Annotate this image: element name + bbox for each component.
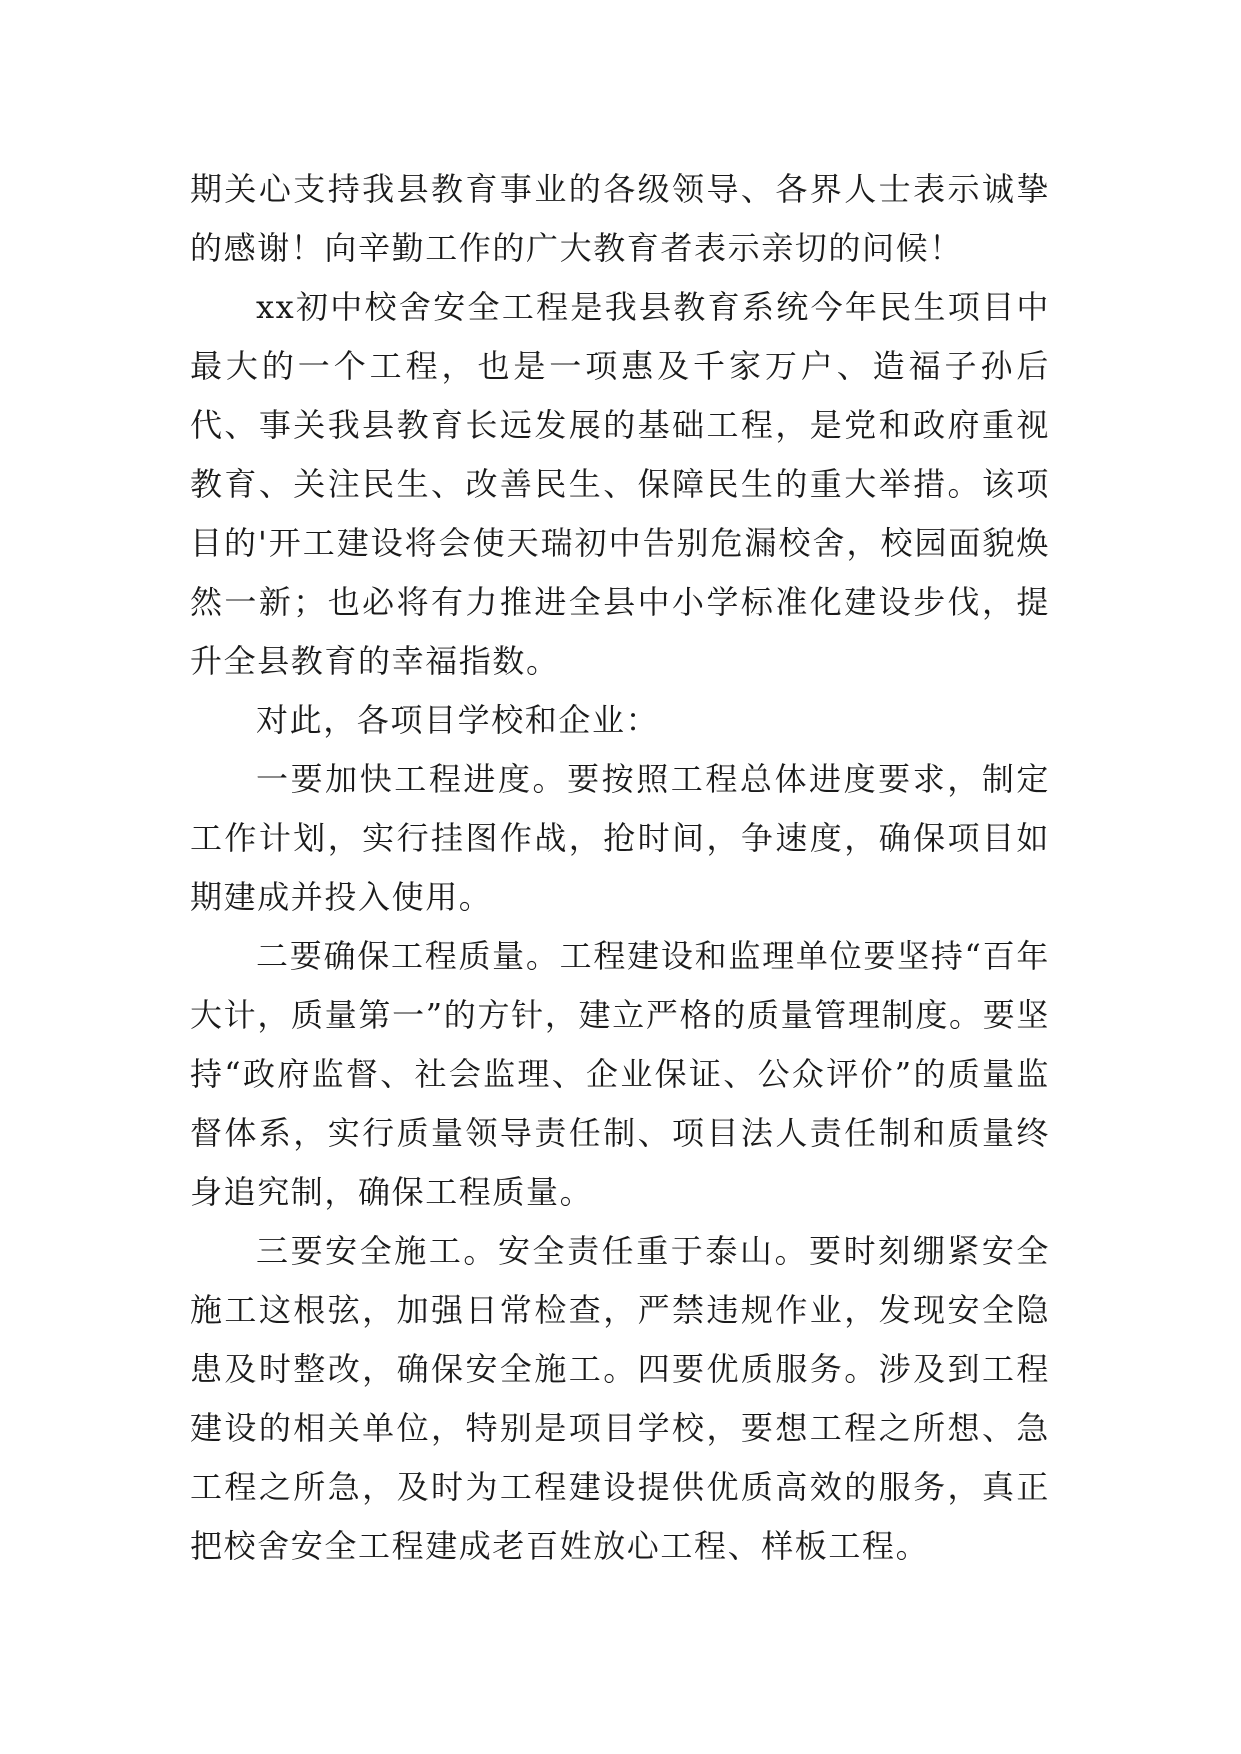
paragraph-requirement-quality: 二要确保工程质量。工程建设和监理单位要坚持“百年大计，质量第一”的方针，建立严格的质量管理制度。要坚持“政府监督、社会监理、企业保证、公众评价”的质量监督体系，实行质量领导责任制、项目法人责任制和质量终身追究制，确保工程质量。 <box>190 937 1050 1211</box>
paragraph-requirement-progress: 一要加快工程进度。要按照工程总体进度要求，制定工作计划，实行挂图作战，抢时间，争速度，确保项目如期建成并投入使用。 <box>190 760 1050 916</box>
paragraph-requirements-intro: 对此，各项目学校和企业： <box>256 701 660 739</box>
paragraph-project-overview: xx初中校舍安全工程是我县教育系统今年民生项目中最大的一个工程，也是一项惠及千家万户、造福子孙后代、事关我县教育长远发展的基础工程，是党和政府重视教育、关注民生、改善民生、保障民生的重大举措。该项目的'开工建设将会使天瑞初中告别危漏校舍，校园面貌焕然一新；也必将有力推进全县中小学标准化建设步伐，提升全县教育的幸福指数。 <box>190 288 1050 680</box>
document-body <box>190 160 1050 1576</box>
paragraph-requirement-safety-service: 三要安全施工。安全责任重于泰山。要时刻绷紧安全施工这根弦，加强日常检查，严禁违规作业，发现安全隐患及时整改，确保安全施工。四要优质服务。涉及到工程建设的相关单位，特别是项目学校，要想工程之所想、急工程之所急，及时为工程建设提供优质高效的服务，真正把校舍安全工程建成老百姓放心工程、样板工程。 <box>190 1232 1050 1565</box>
paragraph-greeting-continuation: 期关心支持我县教育事业的各级领导、各界人士表示诚挚的感谢！向辛勤工作的广大教育者表示亲切的问候！ <box>190 170 1050 267</box>
